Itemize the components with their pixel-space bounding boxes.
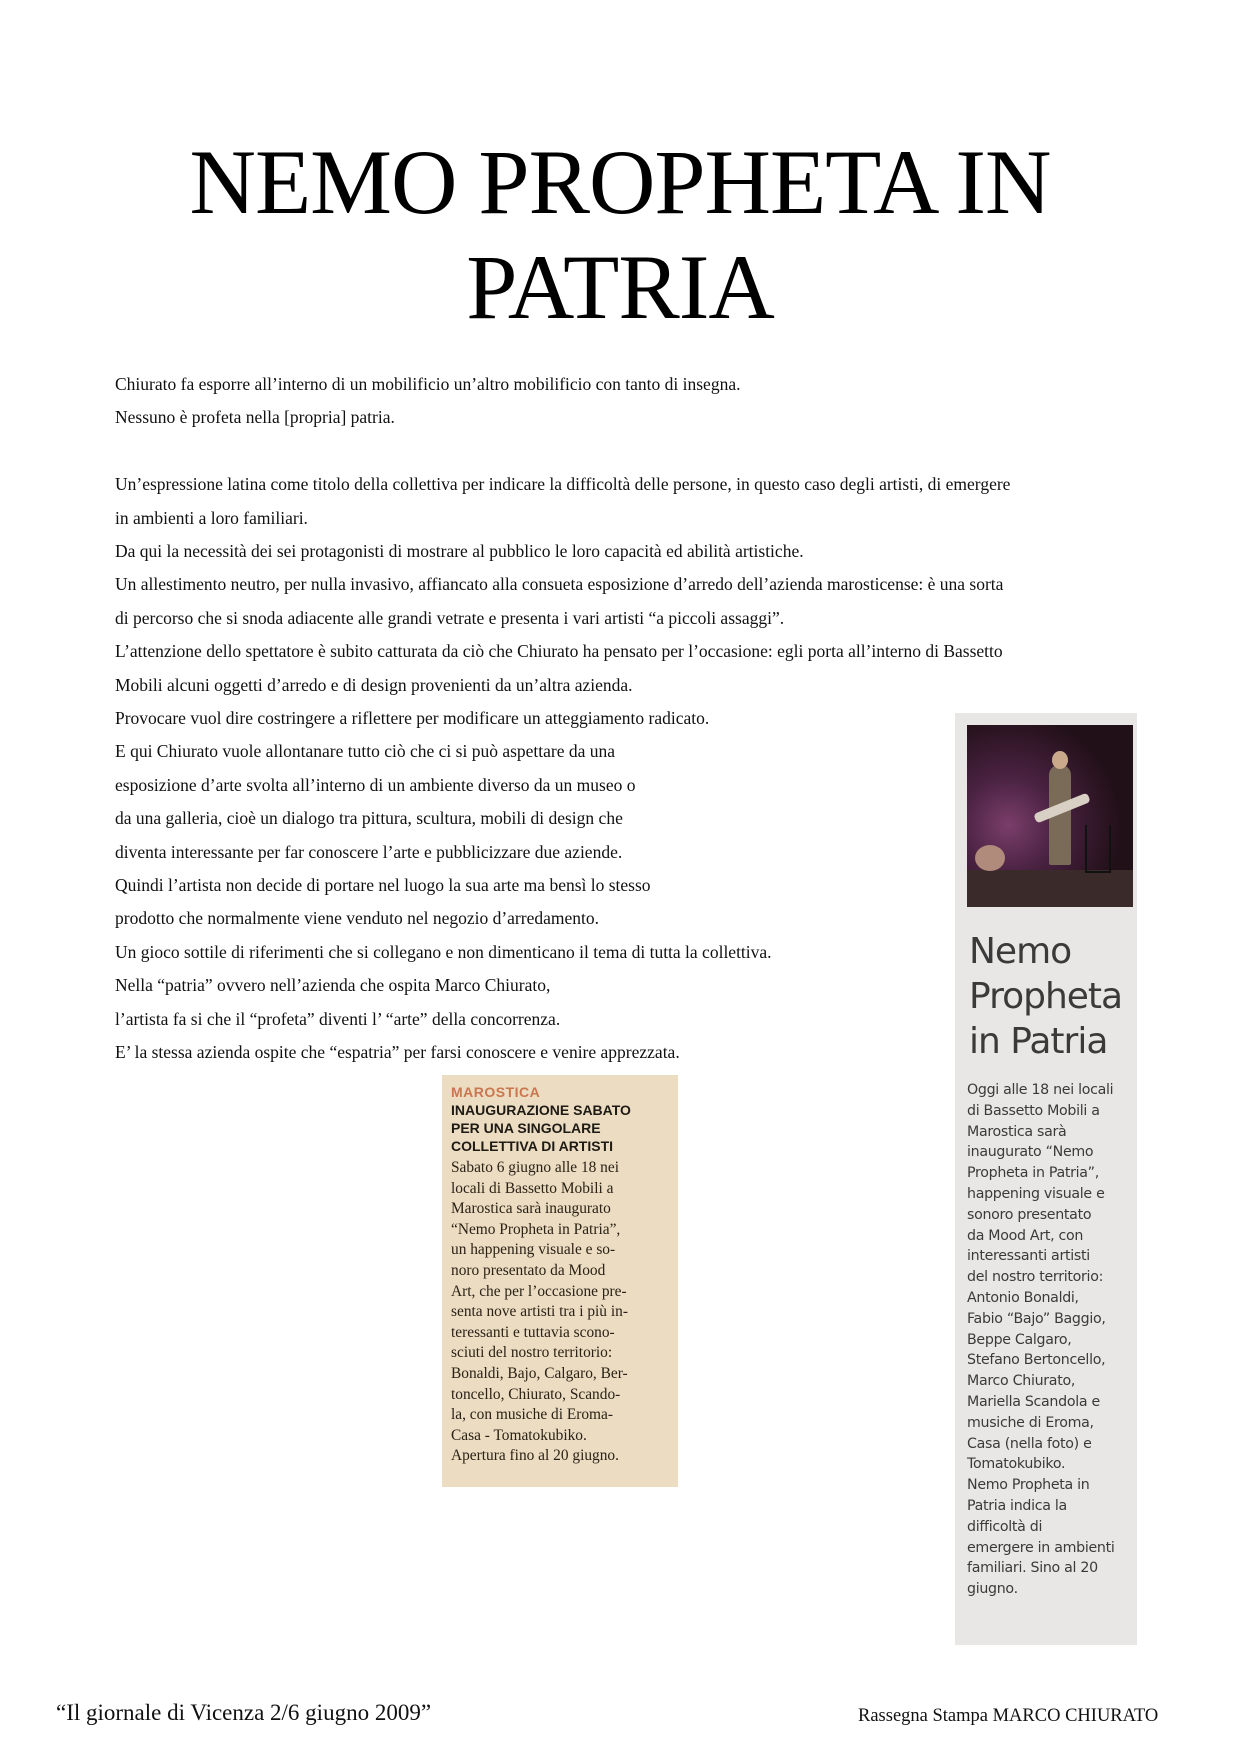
clipping-line: di Bassetto Mobili a — [967, 1102, 1100, 1119]
clipping-line: “Nemo Propheta in Patria”, — [451, 1220, 621, 1238]
paragraph-line: da una galleria, cioè un dialogo tra pittura, scultura, mobili di design che — [115, 808, 623, 829]
paragraph-line: Nessuno è profeta nella [propria] patria. — [115, 407, 395, 428]
paragraph-line: l’artista fa si che il “profeta” diventi l’ “arte” della concorrenza. — [115, 1008, 561, 1029]
clipping-line: sonoro presentato — [967, 1206, 1092, 1223]
clipping-line: sciuti del nostro territorio: — [451, 1344, 613, 1362]
clipping-line: Art, che per l’occasione pre- — [451, 1282, 627, 1300]
paragraph-line: Un gioco sottile di riferimenti che si collegano e non dimenticano il tema di tutta la collettiva. — [115, 941, 772, 962]
clipping-line: interessanti artisti — [967, 1248, 1090, 1265]
press-review-credit: Rassegna Stampa MARCO CHIURATO — [858, 1706, 1159, 1726]
paragraph-line — [115, 435, 1115, 468]
headline-line: Propheta — [969, 976, 1123, 1017]
paragraph-line: Mobili alcuni oggetti d’arredo e di design provenienti da un’altra azienda. — [115, 674, 633, 695]
clipping-line: locali di Bassetto Mobili a — [451, 1179, 614, 1197]
headline-line: COLLETTIVA DI ARTISTI — [451, 1138, 614, 1154]
headline-line: PER UNA SINGOLARE — [451, 1120, 601, 1136]
headline-line: Nemo — [969, 931, 1072, 972]
clipping-kicker: MAROSTICA — [451, 1084, 541, 1100]
clipping-line: Bonaldi, Bajo, Calgaro, Ber- — [451, 1364, 628, 1382]
paragraph-line: prodotto che normalmente viene venduto nel negozio d’arredamento. — [115, 908, 599, 929]
clipping-line: Marco Chiurato, — [967, 1373, 1076, 1390]
paragraph-line: Provocare vuol dire costringere a riflettere per modificare un atteggiamento radicato. — [115, 708, 710, 729]
paragraph-line: Un allestimento neutro, per nulla invasivo, affiancato alla consueta esposizione d’arredo dell’azienda marosticense: è una sorta — [115, 574, 1004, 595]
clipping-line: toncello, Chiurato, Scando- — [451, 1385, 621, 1403]
clipping-line: Nemo Propheta in — [967, 1477, 1090, 1494]
clipping-line: del nostro territorio: — [967, 1269, 1104, 1286]
paragraph-line: E qui Chiurato vuole allontanare tutto ciò che ci si può aspettare da una — [115, 741, 616, 762]
clipping-line: Propheta in Patria”, — [967, 1165, 1099, 1182]
paragraph-line: diventa interessante per far conoscere l’arte e pubblicizzare due aziende. — [115, 841, 623, 862]
headline-line: INAUGURAZIONE SABATO — [451, 1102, 631, 1118]
clipping-line: Beppe Calgaro, — [967, 1331, 1072, 1348]
clipping-line: Oggi alle 18 nei locali — [967, 1082, 1114, 1098]
paragraph-line: Quindi l’artista non decide di portare nel luogo la sua arte ma bensì lo stesso — [115, 875, 651, 896]
clipping-line: Stefano Bertoncello, — [967, 1352, 1106, 1369]
clipping-column-text — [967, 1080, 1133, 1600]
clipping-line: senta nove artisti tra i più in- — [451, 1303, 628, 1321]
clipping-line: teressanti e tuttavia scono- — [451, 1323, 615, 1341]
clipping-line: noro presentato da Mood — [451, 1261, 606, 1279]
clipping-line: Casa - Tomatokubiko. — [451, 1426, 587, 1444]
clipping-line: Patria indica la — [967, 1497, 1067, 1514]
paragraph-line: Un’espressione latina come titolo della collettiva per indicare la difficoltà delle persone, in questo caso degli artisti, di emergere — [115, 474, 1011, 495]
newspaper-clipping-marostica — [442, 1075, 678, 1487]
clipping-headline — [451, 1101, 670, 1155]
paragraph-line: Da qui la necessità dei sei protagonisti di mostrare al pubblico le loro capacità ed abilità artistiche. — [115, 541, 804, 562]
clipping-line: musiche di Eroma, — [967, 1414, 1094, 1431]
paragraph-line: E’ la stessa azienda ospite che “espatria” per farsi conoscere e venire apprezzata. — [115, 1042, 680, 1063]
clipping-line: Mariella Scandola e — [967, 1393, 1100, 1410]
paragraph-line: di percorso che si snoda adiacente alle grandi vetrate e presenta i vari artisti “a piccoli assaggi”. — [115, 607, 785, 628]
source-caption: “Il giornale di Vicenza 2/6 giugno 2009” — [56, 1700, 432, 1725]
paragraph-line: Chiurato fa esporre all’interno di un mobilificio un’altro mobilificio con tanto di insegna. — [115, 374, 741, 394]
clipping-line: Apertura fino al 20 giugno. — [451, 1447, 619, 1465]
paragraph-line: Nella “patria” ovvero nell’azienda che ospita Marco Chiurato, — [115, 975, 551, 996]
clipping-line: Tomatokubiko. — [967, 1456, 1066, 1473]
clipping-line: giugno. — [967, 1581, 1018, 1598]
clipping-line: Fabio “Bajo” Baggio, — [967, 1310, 1106, 1327]
clipping-line: un happening visuale e so- — [451, 1241, 616, 1259]
headline-line: in Patria — [969, 1021, 1108, 1062]
clipping-line: inaugurato “Nemo — [967, 1144, 1094, 1161]
clipping-line: Marostica sarà — [967, 1123, 1067, 1140]
newspaper-clipping-column — [955, 713, 1137, 1645]
clipping-text — [451, 1158, 670, 1467]
paragraph-line: esposizione d’arte svolta all’interno di un ambiente diverso da un museo o — [115, 774, 636, 795]
clipping-line: Casa (nella foto) e — [967, 1435, 1092, 1452]
paragraph-line: L’attenzione dello spettatore è subito catturata da ciò che Chiurato ha pensato per l’occasione: egli porta all’interno di Bassetto — [115, 641, 1003, 662]
clipping-line: difficoltà di — [967, 1518, 1043, 1535]
clipping-line: Antonio Bonaldi, — [967, 1289, 1079, 1306]
clipping-line: emergere in ambienti — [967, 1539, 1115, 1556]
clipping-line: da Mood Art, con — [967, 1227, 1084, 1244]
clipping-column-headline — [969, 929, 1133, 1064]
page-title: NEMO PROPHETA IN PATRIA — [189, 131, 1051, 338]
clipping-line: happening visuale e — [967, 1185, 1105, 1202]
clipping-line: Sabato 6 giugno alle 18 nei — [451, 1159, 619, 1176]
paragraph-line: in ambienti a loro familiari. — [115, 507, 308, 528]
clipping-line: la, con musiche di Eroma- — [451, 1406, 613, 1424]
concert-photo — [967, 725, 1133, 907]
clipping-line: Marostica sarà inaugurato — [451, 1200, 611, 1218]
clipping-line: familiari. Sino al 20 — [967, 1560, 1098, 1577]
